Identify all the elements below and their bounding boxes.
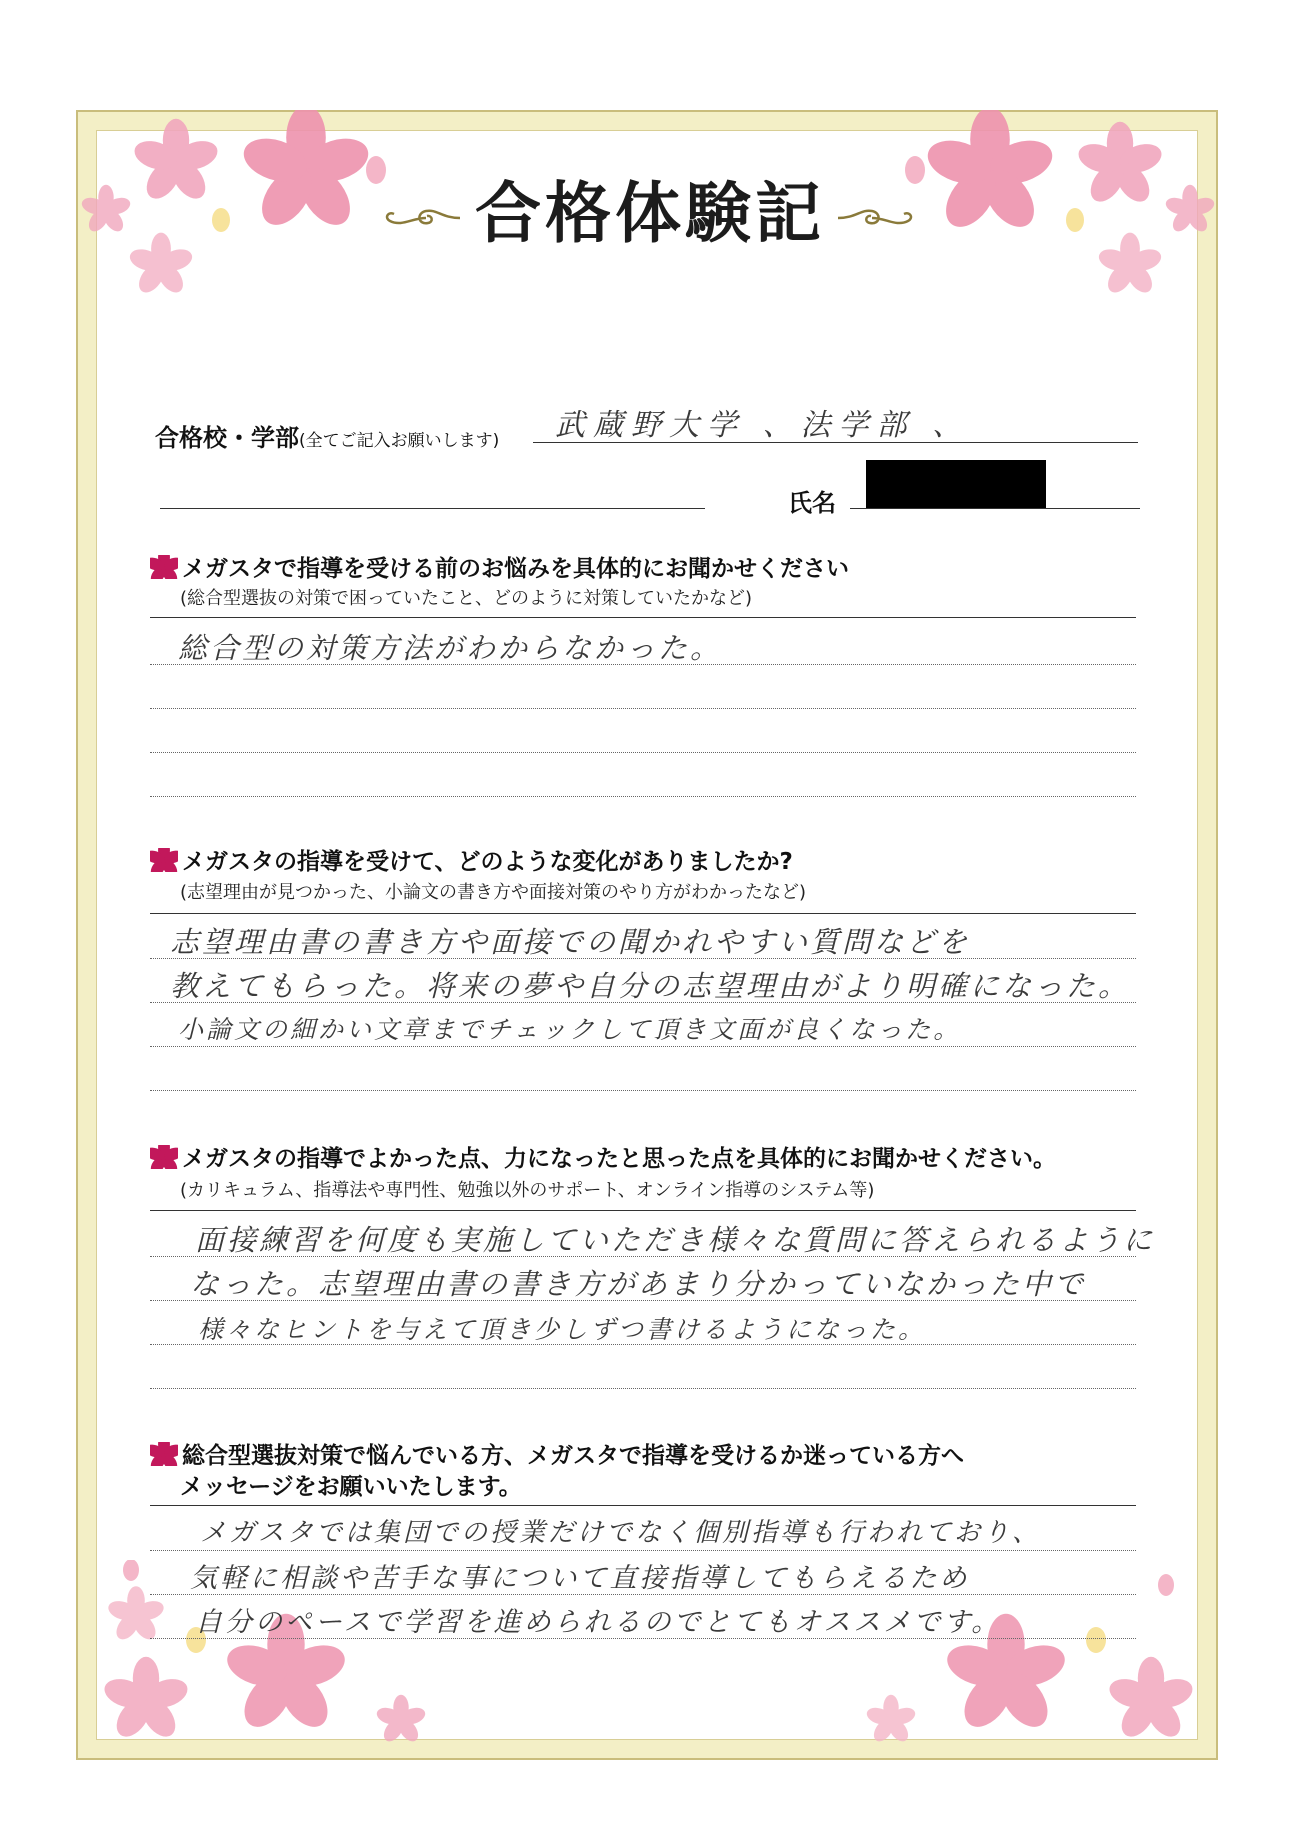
blossom-bullet-icon <box>150 848 178 872</box>
question-2-heading-text: メガスタの指導を受けて、どのような変化がありましたか? <box>182 849 793 875</box>
question-3-answer-line-2: なった。志望理由書の書き方があまり分かっていなかった中で <box>190 1267 1087 1301</box>
question-4-rule-1 <box>150 1550 1136 1551</box>
question-4-heading-text: 総合型選抜対策で悩んでいる方、メガスタで指導を受けるか迷っている方へ <box>182 1443 964 1469</box>
question-1-answer-line-1: 総合型の対策方法がわからなかった。 <box>178 631 723 665</box>
flourish-right-icon <box>836 205 916 231</box>
school-label-text: 合格校・学部 <box>155 424 299 452</box>
question-2-rule-1 <box>150 958 1136 959</box>
question-1-top-line <box>150 617 1136 618</box>
question-3-rule-4 <box>150 1388 1136 1389</box>
question-2-top-line <box>150 913 1136 914</box>
question-1-heading-text: メガスタで指導を受ける前のお悩みを具体的にお聞かせください <box>182 556 849 582</box>
blossom-bullet-icon <box>150 1145 178 1169</box>
question-3-rule-2 <box>150 1300 1136 1301</box>
question-1-rule-4 <box>150 796 1136 797</box>
question-2-answer-line-3: 小論文の細かい文章までチェックして頂き文面が良くなった。 <box>178 1015 962 1044</box>
question-3-top-line <box>150 1210 1136 1211</box>
blossom-bullet-icon <box>150 555 178 579</box>
question-1-rule-3 <box>150 752 1136 753</box>
question-2-answer-line-1: 志望理由書の書き方や面接での聞かれやすい質問などを <box>170 925 971 959</box>
school-underline <box>533 442 1138 443</box>
blossom-bullet-icon <box>150 1442 178 1466</box>
question-3-answer-line-3: 様々なヒントを与えて頂き少しずつ書けるようになった。 <box>198 1315 927 1344</box>
question-2-answer-line-2: 教えてもらった。将来の夢や自分の志望理由がより明確になった。 <box>170 969 1131 1003</box>
name-label: 氏名 <box>788 489 836 517</box>
question-3-rule-3 <box>150 1344 1136 1345</box>
question-4-rule-3 <box>150 1638 1136 1639</box>
school-underline-2 <box>160 508 705 509</box>
question-2-rule-3 <box>150 1046 1136 1047</box>
school-value: 武蔵野大学 、法学部 、 <box>555 408 971 443</box>
school-label-note: (全てご記入お願いします) <box>299 431 500 451</box>
question-4-rule-2 <box>150 1594 1136 1595</box>
question-4-answer-line-2: 気軽に相談や苦手な事について直接指導してもらえるため <box>190 1563 970 1594</box>
question-3-heading <box>150 1140 1056 1173</box>
flourish-left-icon <box>382 205 462 231</box>
question-3-subtext: (カリキュラム、指導法や専門性、勉強以外のサポート、オンライン指導のシステム等) <box>180 1180 875 1201</box>
question-4-heading-line-2: メッセージをお願いいたします。 <box>180 1474 522 1500</box>
page-title: 合格体験記 <box>475 174 825 252</box>
question-2-rule-4 <box>150 1090 1136 1091</box>
question-4-heading <box>150 1437 964 1470</box>
question-3-rule-1 <box>150 1256 1136 1257</box>
question-2-subtext: (志望理由が見つかった、小論文の書き方や面接対策のやり方がわかったなど) <box>180 882 807 903</box>
name-redaction <box>866 460 1046 508</box>
question-4-answer-line-3: 自分のペースで学習を進められるのでとてもオススメです。 <box>195 1607 1002 1638</box>
question-1-heading <box>150 550 849 583</box>
question-2-heading <box>150 843 793 876</box>
question-1-rule-2 <box>150 708 1136 709</box>
question-3-answer-line-1: 面接練習を何度も実施していただき様々な質問に答えられるように <box>195 1223 1156 1257</box>
name-underline <box>850 508 1140 509</box>
question-2-rule-2 <box>150 1002 1136 1003</box>
school-label <box>155 418 499 453</box>
question-1-rule-1 <box>150 664 1136 665</box>
question-4-top-line <box>150 1505 1136 1506</box>
question-4-answer-line-1: メガスタでは集団での授業だけでなく個別指導も行われており、 <box>200 1518 1042 1548</box>
question-3-heading-text: メガスタの指導でよかった点、力になったと思った点を具体的にお聞かせください。 <box>182 1146 1056 1172</box>
question-1-subtext: (総合型選抜の対策で困っていたこと、どのように対策していたかなど) <box>180 588 753 609</box>
